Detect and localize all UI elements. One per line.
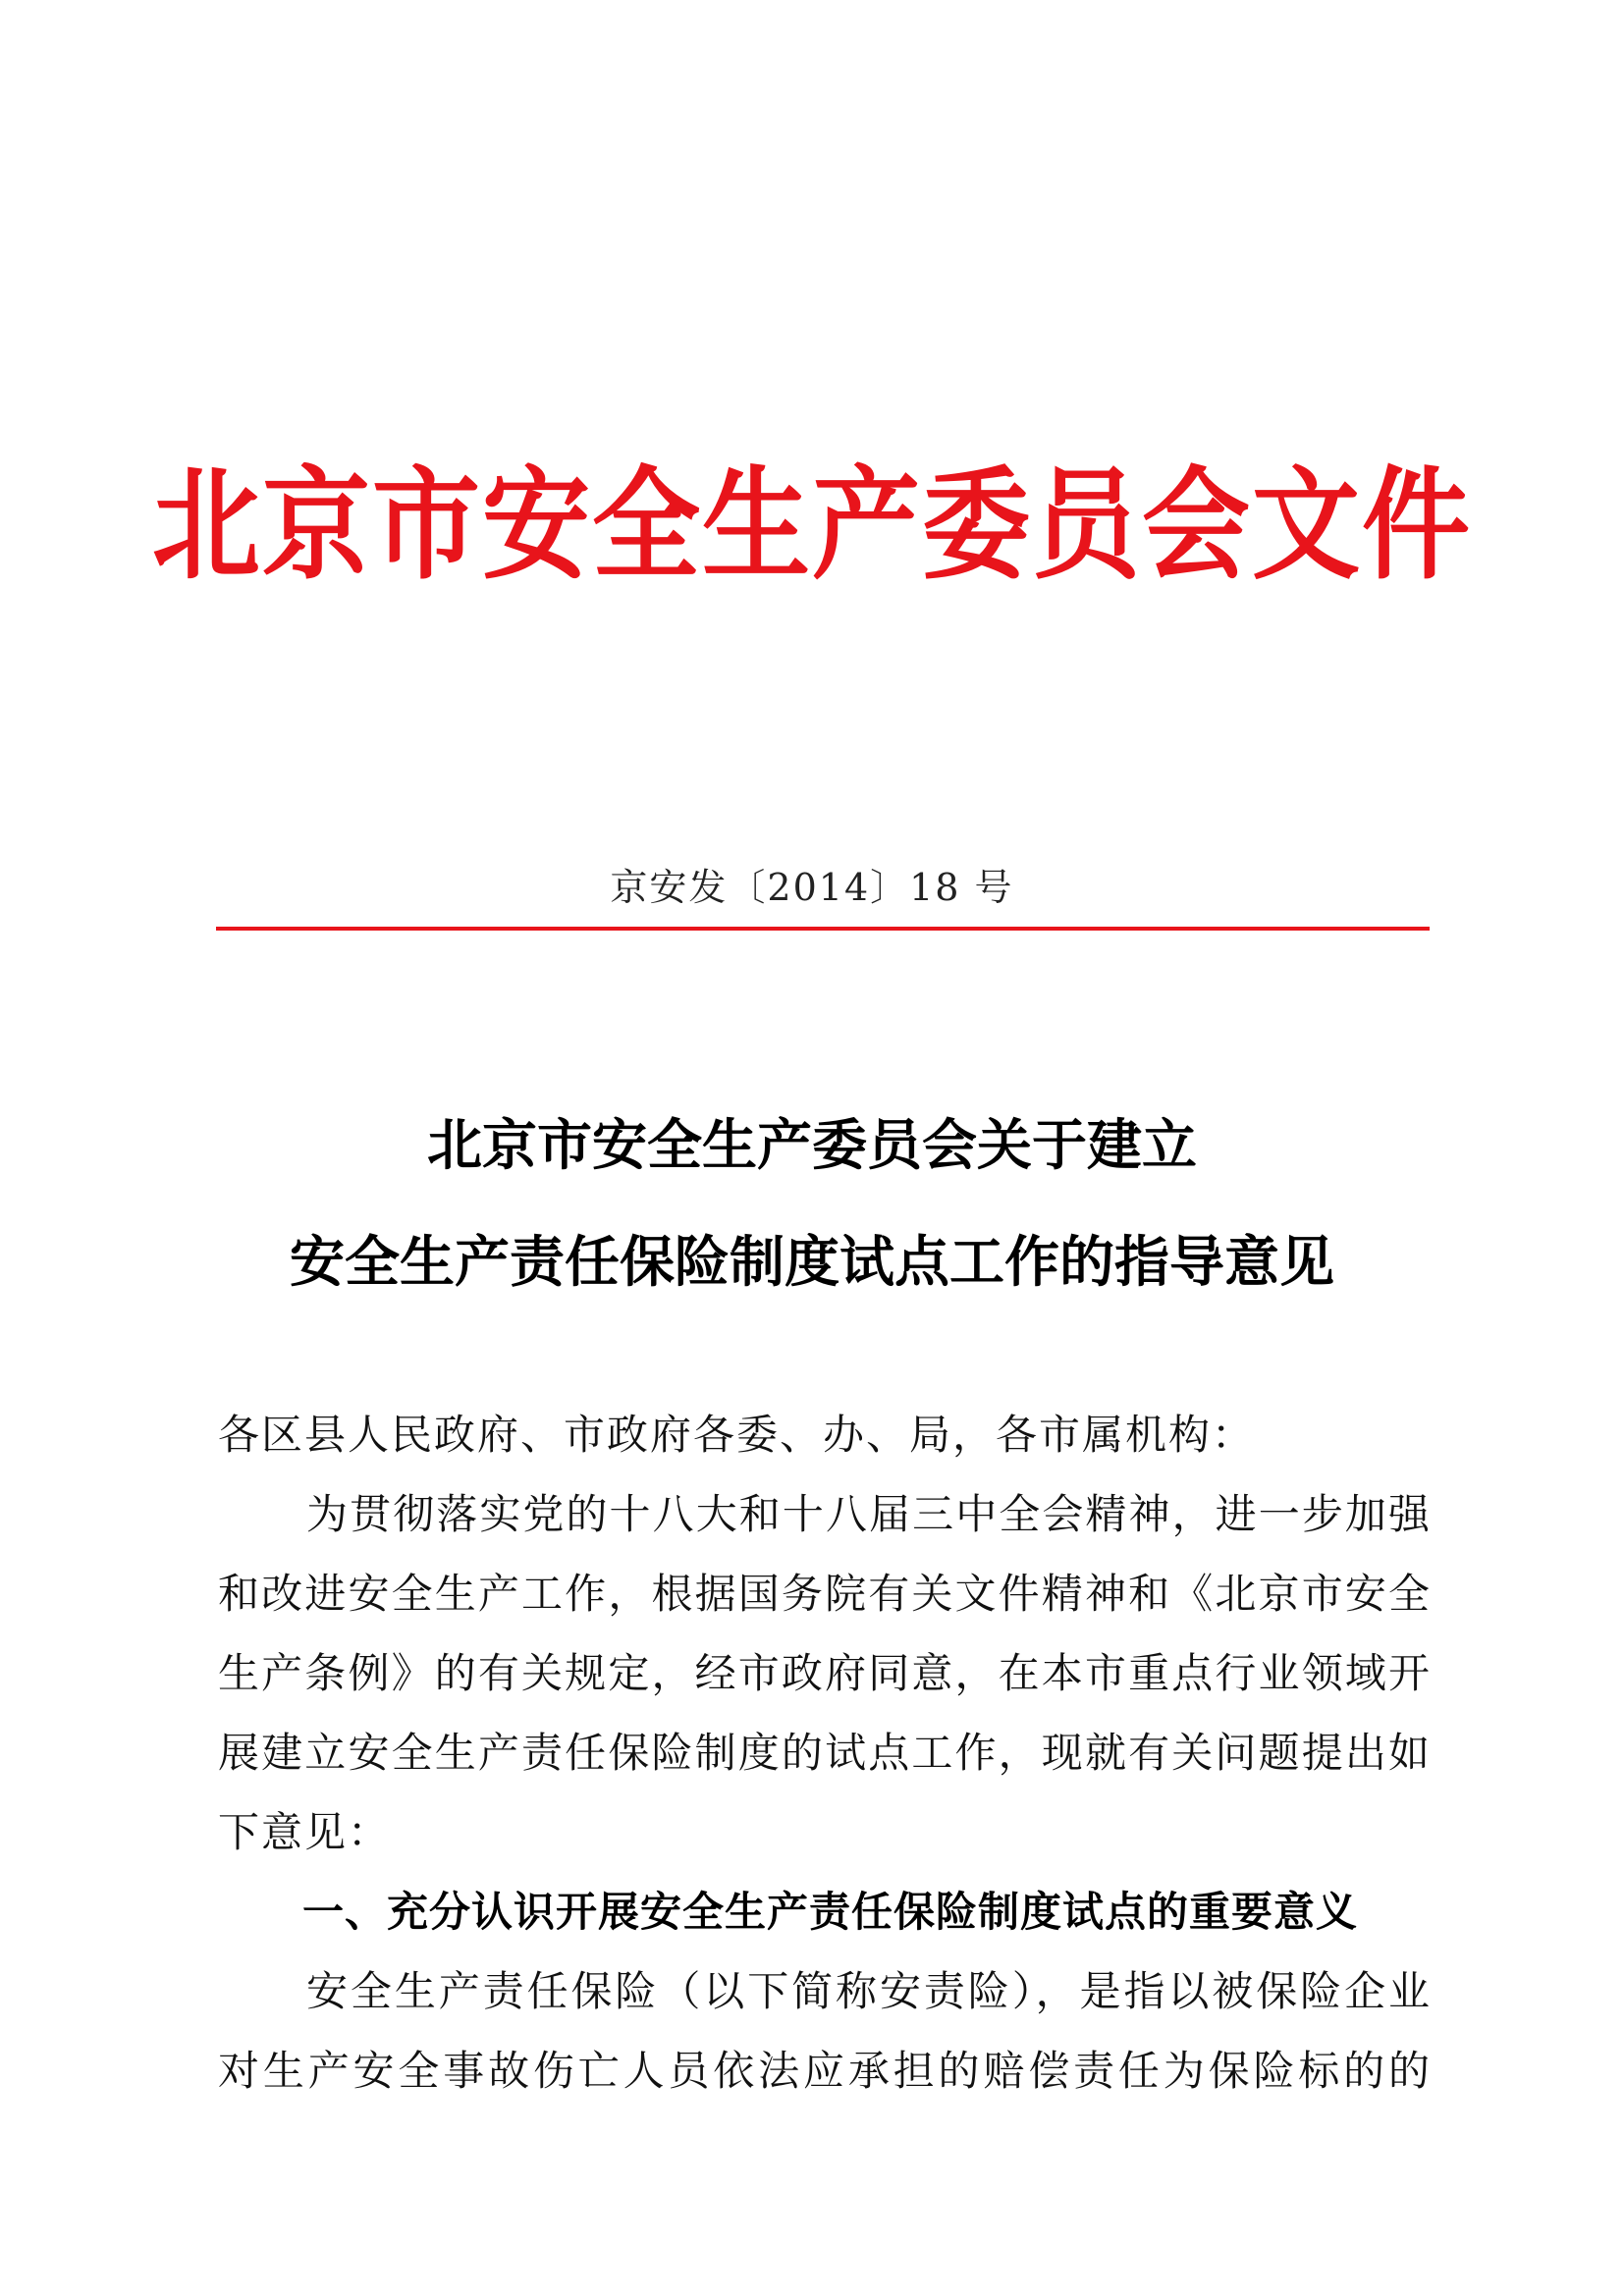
red-divider bbox=[216, 927, 1430, 931]
document-number: 京安发〔2014〕18 号 bbox=[610, 866, 1014, 909]
paragraph-2-line-2: 对生产安全事故伤亡人员依法应承担的赔偿责任为保险标的的 bbox=[218, 2047, 1432, 2095]
paragraph-2-line-1: 安全生产责任保险（以下简称安责险），是指以被保险企业 bbox=[306, 1967, 1432, 2015]
document-title-line-1: 北京市安全生产委员会关于建立 bbox=[427, 1114, 1197, 1178]
paragraph-1-line-4: 展建立安全生产责任保险制度的试点工作，现就有关问题提出如 bbox=[218, 1729, 1432, 1777]
paragraph-1-line-5: 下意见： bbox=[218, 1808, 392, 1856]
paragraph-1-line-3: 生产条例》的有关规定，经市政府同意，在本市重点行业领域开 bbox=[218, 1649, 1432, 1697]
addressee: 各区县人民政府、市政府各委、办、局，各市属机构： bbox=[218, 1411, 1256, 1459]
paragraph-1-line-1: 为贯彻落实党的十八大和十八届三中全会精神，进一步加强 bbox=[306, 1490, 1432, 1538]
paragraph-1-line-2: 和改进安全生产工作，根据国务院有关文件精神和《北京市安全 bbox=[218, 1570, 1432, 1618]
document-title-line-2: 安全生产责任保险制度试点工作的指导意见 bbox=[290, 1231, 1334, 1295]
section-1-heading: 一、充分认识开展安全生产责任保险制度试点的重要意义 bbox=[302, 1888, 1359, 1936]
masthead-title: 北京市安全生产委员会文件 bbox=[152, 454, 1472, 596]
